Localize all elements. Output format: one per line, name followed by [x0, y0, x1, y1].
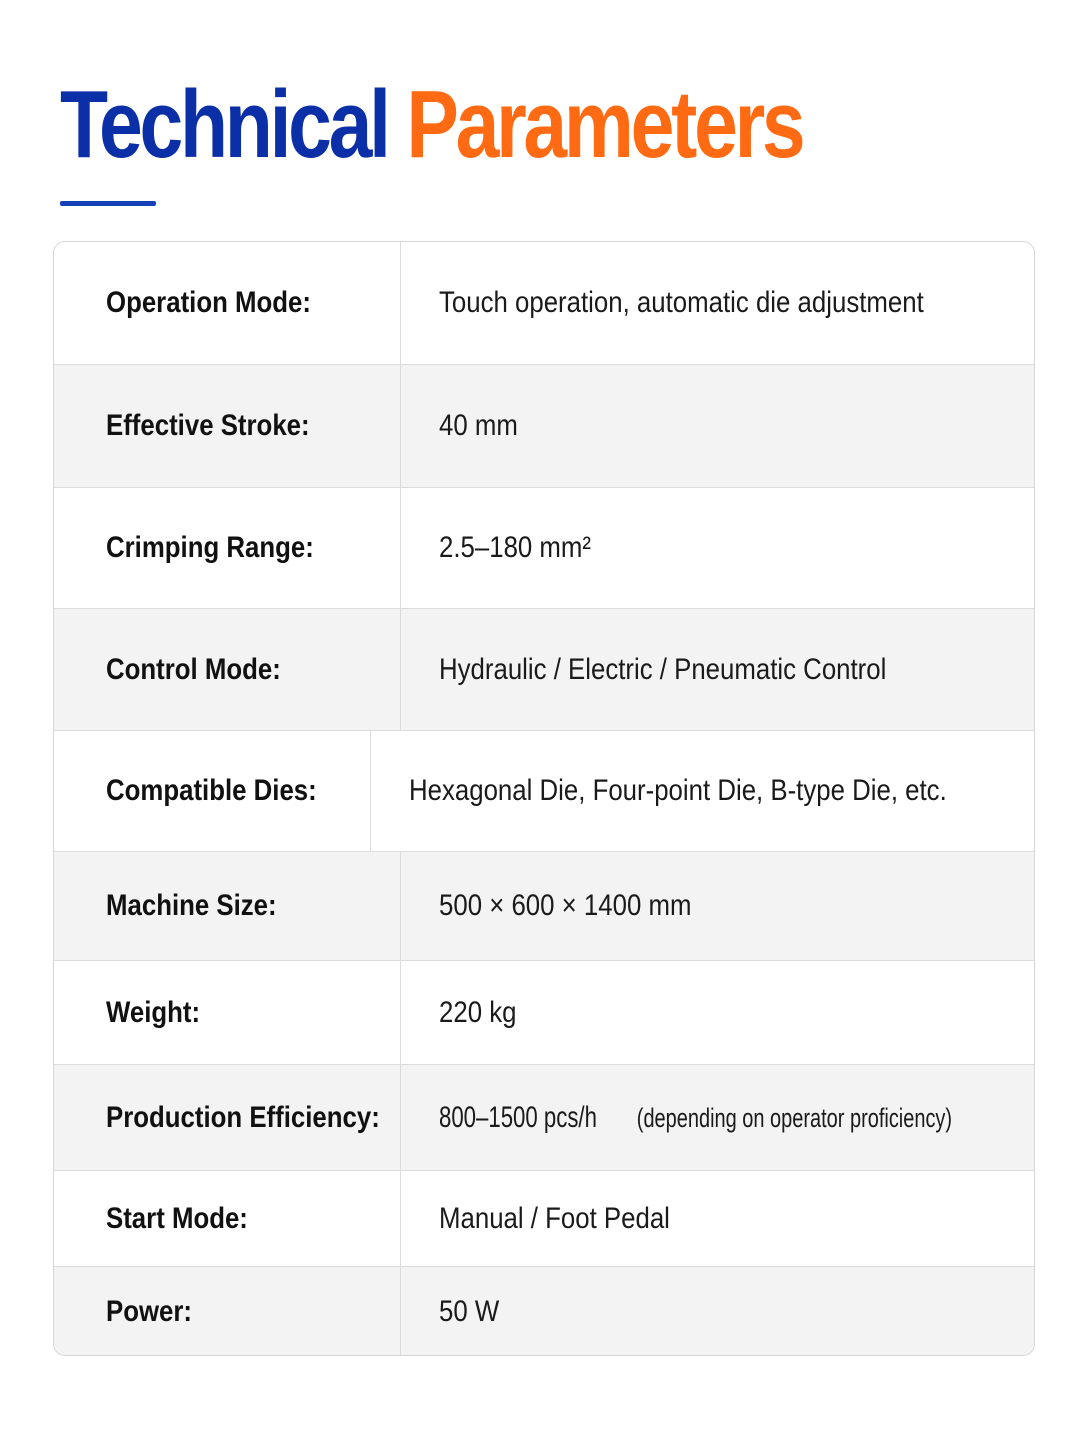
row-value: Hexagonal Die, Four-point Die, B-type Die, etc.	[408, 774, 947, 807]
row-value: Hydraulic / Electric / Pneumatic Control	[439, 652, 887, 686]
row-label: Production Efficiency:	[54, 1065, 401, 1170]
row-value: 40 mm	[439, 409, 518, 442]
table-row	[54, 731, 1034, 852]
table-row	[54, 488, 1034, 609]
efficiency-value: 800–1500 pcs/h	[439, 1100, 597, 1134]
row-value	[401, 1065, 1035, 1170]
spec-table	[53, 241, 1035, 1356]
row-label: Operation Mode:	[54, 242, 401, 364]
row-label: Machine Size:	[54, 852, 401, 960]
row-value: 220 kg	[439, 995, 517, 1029]
row-label: Compatible Dies:	[54, 731, 371, 851]
row-label: Weight:	[54, 961, 401, 1064]
title-underline	[60, 201, 156, 206]
row-value: Touch operation, automatic die adjustment	[439, 286, 924, 319]
row-value: 50 W	[439, 1295, 500, 1328]
title-word-technical: Technical	[60, 71, 388, 178]
title-word-parameters: Parameters	[406, 71, 803, 178]
row-label: Effective Stroke:	[54, 365, 401, 487]
row-label: Control Mode:	[54, 609, 401, 730]
row-value: 500 × 600 × 1400 mm	[439, 889, 692, 922]
table-row	[54, 1171, 1034, 1267]
row-value: Manual / Foot Pedal	[439, 1201, 670, 1235]
row-label: Crimping Range:	[54, 488, 401, 608]
table-row	[54, 1267, 1034, 1356]
row-value: 2.5–180 mm²	[439, 531, 592, 564]
table-row	[54, 852, 1034, 961]
table-row	[54, 242, 1034, 365]
table-row	[54, 1065, 1034, 1171]
table-row	[54, 365, 1034, 488]
table-row	[54, 961, 1034, 1065]
page-title	[60, 70, 802, 180]
table-row	[54, 609, 1034, 731]
efficiency-note: (depending on operator proficiency)	[636, 1102, 953, 1133]
row-label: Start Mode:	[54, 1171, 401, 1266]
row-label: Power:	[54, 1267, 401, 1356]
